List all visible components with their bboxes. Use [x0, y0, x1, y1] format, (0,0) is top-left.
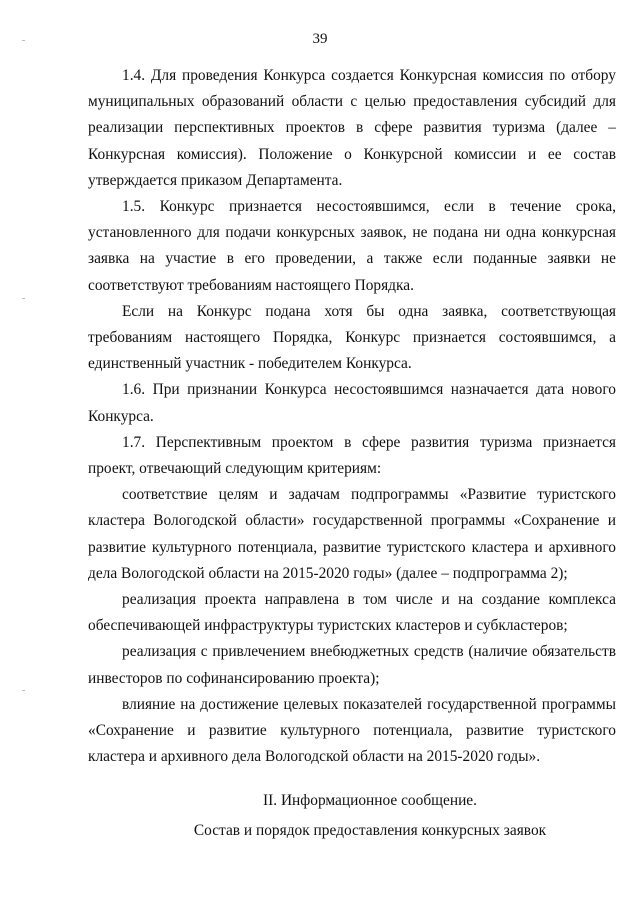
document-body: [88, 63, 616, 770]
paragraph-1-6: 1.6. При признании Конкурса несостоявшимся назначается дата нового Конкурса.: [88, 381, 616, 425]
page-number: 39: [312, 31, 328, 47]
criterion-item: реализация с привлечением внебюджетных средств (наличие обязательств инвесторов по софинансированию проекта);: [88, 643, 616, 687]
margin-mark: [22, 40, 25, 41]
paragraph-1-5: 1.5. Конкурс признается несостоявшимся, если в течение срока, установленного для подачи конкурсных заявок, не подана ни одна конкурсная заявка на участие в его проведении, а также если поданные заявки не соответствуют требованиям настоящего Порядка.: [88, 198, 616, 294]
criterion-item: реализация проекта направлена в том числе и на создание комплекса обеспечивающей инфраструктуры туристских кластеров и субкластеров;: [88, 591, 616, 635]
paragraph-1-7: 1.7. Перспективным проектом в сфере развития туризма признается проект, отвечающий следующим критериям:: [88, 433, 616, 478]
margin-mark: [22, 690, 25, 691]
section-subheading: Состав и порядок предоставления конкурсных заявок: [193, 822, 547, 839]
criterion-item: соответствие целям и задачам подпрограммы «Развитие туристского кластера Вологодской области» государственной программы «Сохранение и развитие культурного потенциала, развитие туристского кластера и архивного дела Вологодской области на 2015-2020 годы» (далее – подпрограмма 2);: [88, 486, 616, 582]
paragraph-1-4: 1.4. Для проведения Конкурса создается Конкурсная комиссия по отбору муниципальных образований области с целью предоставления субсидий для реализации перспективных проектов в сфере развития туризма (далее – Конкурсная комиссия). Положение о Конкурсной комиссии и ее состав утверждается приказом Департамента.: [88, 67, 616, 189]
section-heading: II. Информационное сообщение.: [263, 792, 477, 809]
margin-mark: [22, 298, 25, 299]
criterion-item: влияние на достижение целевых показателей государственной программы «Сохранение и развитие культурного потенциала, развитие туристского кластера и архивного дела Вологодской области на 2015-2020 годы».: [88, 695, 616, 766]
paragraph-1-5-continuation: Если на Конкурс подана хотя бы одна заявка, соответствующая требованиям настоящего Порядка, Конкурс признается состоявшимся, а единственный участник - победителем Конкурса.: [88, 302, 616, 373]
